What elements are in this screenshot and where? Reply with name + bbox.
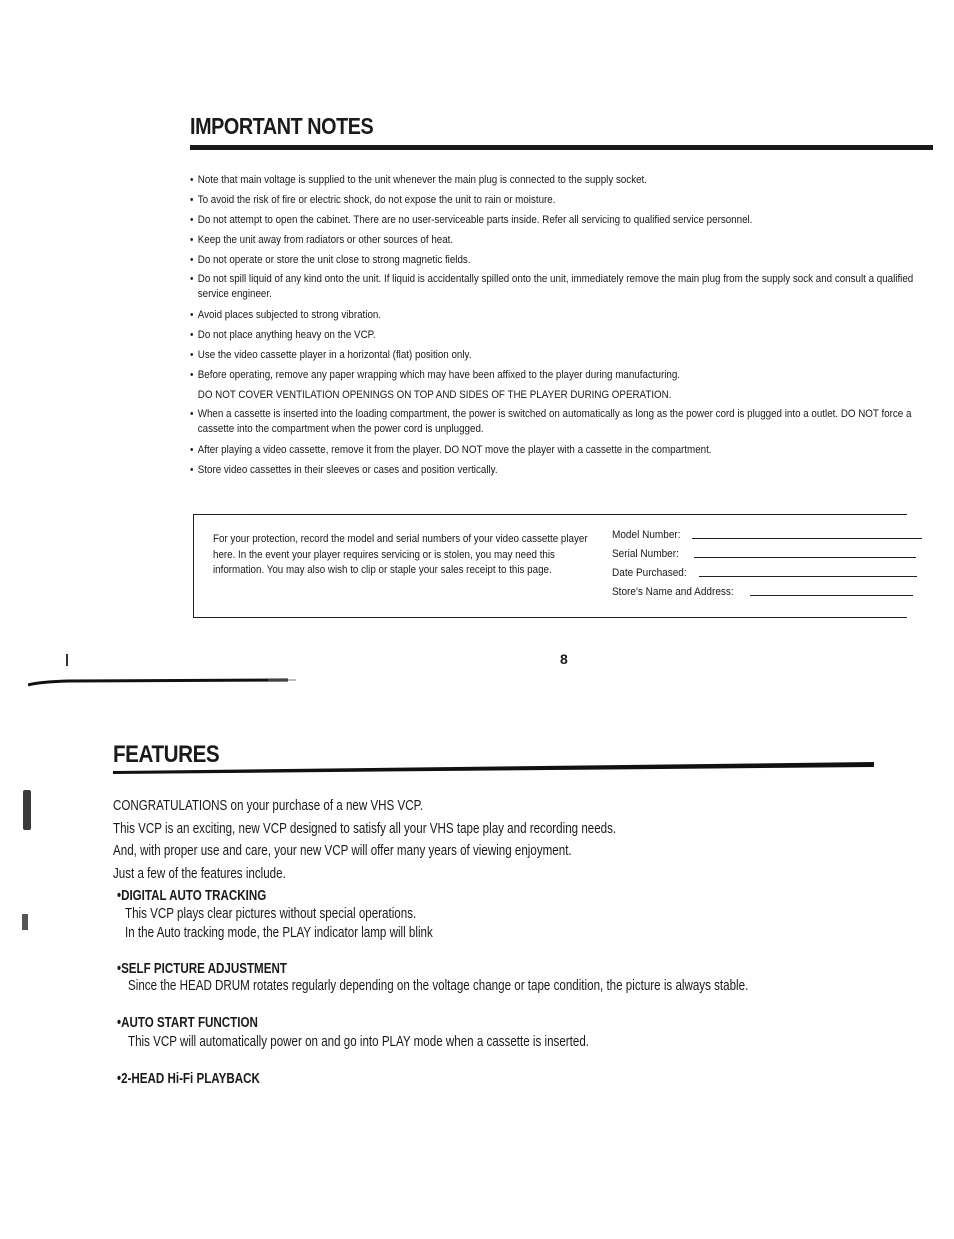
feature-heading: •AUTO START FUNCTION (117, 1015, 258, 1031)
important-notes-list (190, 170, 935, 480)
note-item: • Do not operate or store the unit close to strong magnetic fields. (190, 254, 471, 266)
note-item: • To avoid the risk of fire or electric shock, do not expose the unit to rain or moisture. (190, 194, 556, 206)
box-top-rule (250, 514, 906, 515)
intro-line: CONGRATULATIONS on your purchase of a new VHS VCP. (113, 798, 424, 814)
feature-body: This VCP plays clear pictures without special operations. In the Auto tracking mode, the PLAY indicator lamp will blink (125, 906, 433, 941)
note-item: • Do not place anything heavy on the VCP. (190, 329, 376, 341)
serial-number-field: Serial Number: (612, 548, 916, 560)
feature-heading: •SELF PICTURE ADJUSTMENT (117, 961, 287, 977)
intro-line: This VCP is an exciting, new VCP designed to satisfy all your VHS tape play and recording needs. (113, 820, 617, 837)
page-divider (28, 676, 298, 688)
feature-heading: •DIGITAL AUTO TRACKING (117, 888, 267, 904)
features-rule (113, 760, 875, 774)
note-item: • Do not attempt to open the cabinet. There are no user-serviceable parts inside. Refer all servicing to qualified service personnel. (190, 214, 753, 226)
intro-line: And, with proper use and care, your new VCP will offer many years of viewing enjoyment. (113, 843, 572, 859)
model-number-field: Model Number: (612, 529, 922, 541)
note-item: • Use the video cassette player in a horizontal (flat) position only. (190, 349, 472, 361)
scan-artifact (22, 914, 28, 930)
feature-body: This VCP will automatically power on and go into PLAY mode when a cassette is inserted. (128, 1034, 590, 1050)
features-intro (113, 795, 616, 885)
store-name-address-field: Store's Name and Address: (612, 586, 913, 598)
scan-artifact (23, 790, 31, 830)
record-box-text: For your protection, record the model and serial numbers of your video cassette player here. In the event your player requires servicing or is stolen, you may need this information. You may also wish to clip or staple your sales receipt to this page. (213, 533, 588, 576)
date-purchased-field: Date Purchased: (612, 567, 917, 579)
note-item: • Avoid places subjected to strong vibration. (190, 309, 382, 321)
important-notes-title: IMPORTANT NOTES (190, 113, 374, 139)
page-number: 8 (560, 651, 568, 667)
feature-body: Since the HEAD DRUM rotates regularly depending on the voltage change or tape condition, the picture is always stable. (128, 978, 749, 994)
ventilation-warning: DO NOT COVER VENTILATION OPENINGS ON TOP AND SIDES OF THE PLAYER DURING OPERATION. (197, 389, 672, 401)
note-item: • Before operating, remove any paper wrapping which may have been affixed to the player during manufacturing. (190, 369, 681, 381)
title-rule (190, 145, 933, 150)
note-item: • After playing a video cassette, remove it from the player. DO NOT move the player with a cassette in the compartment. (190, 444, 712, 456)
note-item: • Note that main voltage is supplied to the unit whenever the main plug is connected to the supply socket. (190, 174, 647, 186)
note-item: • Store video cassettes in their sleeves or cases and position vertically. (190, 464, 498, 476)
scan-mark (66, 654, 74, 666)
feature-heading: •2-HEAD Hi-Fi PLAYBACK (117, 1071, 260, 1087)
intro-line: Just a few of the features include. (113, 865, 286, 882)
features-title: FEATURES (113, 741, 220, 768)
note-item: • When a cassette is inserted into the loading compartment, the power is switched on automatically as long as the power cord is plugged into a outlet. DO NOT force a cassette into the compartment when the power cord is unplugged. (190, 408, 912, 435)
note-item: • Keep the unit away from radiators or other sources of heat. (190, 234, 454, 246)
note-item: • Do not spill liquid of any kind onto the unit. If liquid is accidentally spilled onto the unit, immediately remove the main plug from the supply sock and consult a qualified service engineer. (190, 273, 914, 300)
